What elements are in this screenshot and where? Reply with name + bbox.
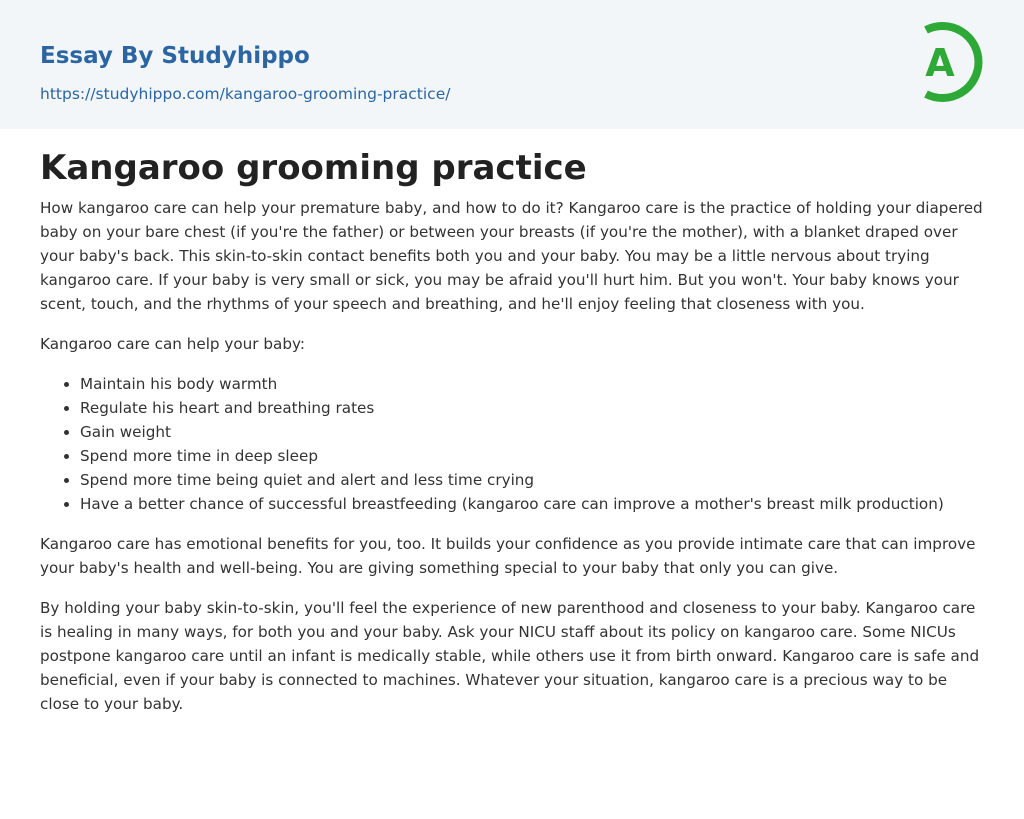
- article-paragraph: Kangaroo care has emotional benefits for you, too. It builds your confidence as you provide intimate care that can improve your baby's health and well-being. You are giving something special to your baby that only you can give.: [40, 535, 976, 577]
- article-paragraph: By holding your baby skin-to-skin, you'll feel the experience of new parenthood and closeness to your baby. Kangaroo care is healing in many ways, for both you and your baby. Ask your NICU staff about its policy on kangaroo care. Some NICUs postpone kangaroo care until an infant is medically stable, while others use it from birth onward. Kangaroo care is safe and beneficial, even if your baby is connected to machines. Whatever your situation, kangaroo care is a precious way to be close to your baby.: [40, 599, 980, 713]
- benefits-list: [40, 372, 990, 516]
- benefit-item: • Maintain his body warmth: [80, 372, 990, 396]
- benefit-item: • Have a better chance of successful breastfeeding (kangaroo care can improve a mother's breast milk production): [80, 492, 990, 516]
- article-paragraph: How kangaroo care can help your premature baby, and how to do it? Kangaroo care is the practice of holding your diapered baby on your bare chest (if you're the father) or between your breasts (if you're the mother), with a blanket draped over your baby's back. This skin-to-skin contact benefits both you and your baby. You may be a little nervous about trying kangaroo care. If your baby is very small or sick, you may be afraid you'll hurt him. But you won't. Your baby knows your scent, touch, and the rhythms of your speech and breathing, and he'll enjoy feeling that closeness with you.: [40, 199, 983, 313]
- studyhippo-logo-icon[interactable]: [908, 17, 988, 107]
- benefit-item: • Regulate his heart and breathing rates: [80, 396, 990, 420]
- article-title: Kangaroo grooming practice: [40, 148, 587, 188]
- logo-letter: A: [925, 41, 955, 85]
- benefit-item: • Spend more time being quiet and alert and less time crying: [80, 468, 990, 492]
- benefit-item: • Gain weight: [80, 420, 990, 444]
- source-url-link[interactable]: https://studyhippo.com/kangaroo-grooming-practice/: [40, 85, 451, 103]
- brand-title[interactable]: Essay By Studyhippo: [40, 43, 310, 69]
- site-header: [0, 0, 1024, 129]
- benefit-item: • Spend more time in deep sleep: [80, 444, 990, 468]
- article: [40, 146, 990, 732]
- article-paragraph: Kangaroo care can help your baby:: [40, 335, 305, 353]
